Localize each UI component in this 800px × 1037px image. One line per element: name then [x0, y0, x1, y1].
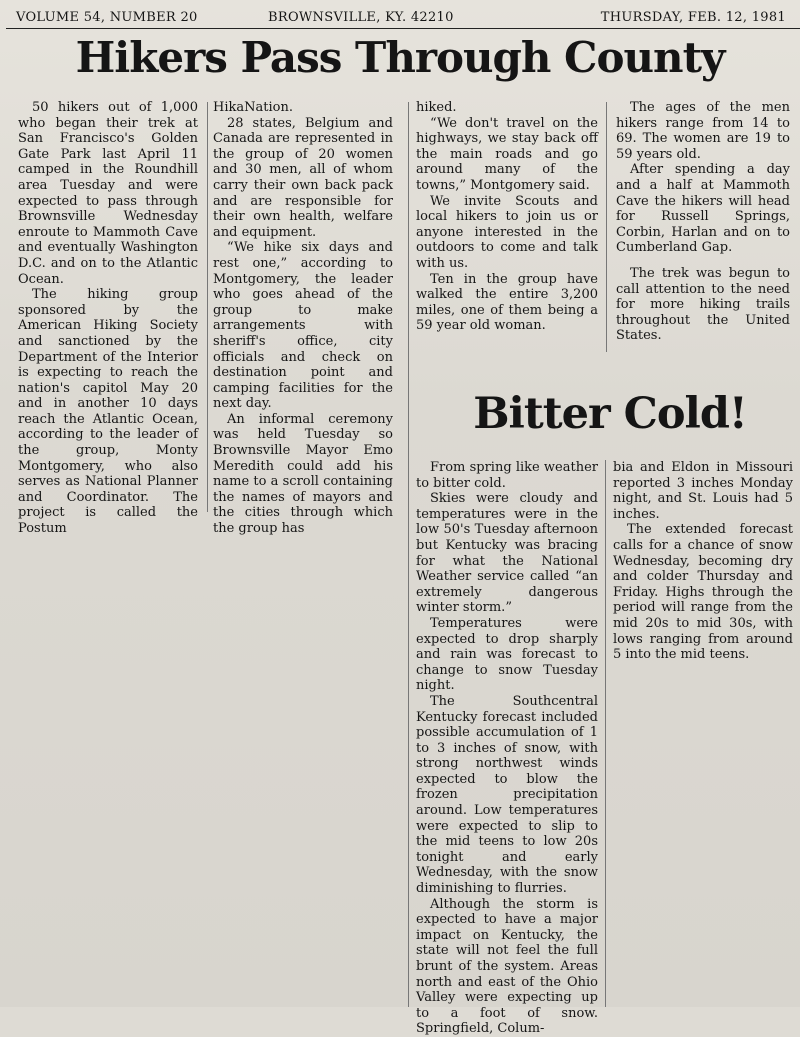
- paragraph: “We don't travel on the highways, we stay back off the main roads and go around many of the towns,” Montgomery said.: [416, 115, 598, 193]
- hikers-column-3: [416, 100, 598, 334]
- column-rule: [606, 102, 607, 352]
- column-rule: [408, 102, 409, 1007]
- paragraph: Skies were cloudy and temperatures were in the low 50's Tuesday afternoon but Kentucky was bracing for what the National Weather service called “an extremely dangerous winter storm.”: [416, 491, 598, 616]
- paragraph: bia and Eldon in Missouri reported 3 inches Monday night, and St. Louis had 5 inches.: [613, 460, 793, 522]
- masthead-volume: VOLUME 54, NUMBER 20: [16, 10, 198, 25]
- paragraph: 28 states, Belgium and Canada are represented in the group of 20 women and 30 men, all of whom carry their own back pack and are responsible for their own health, welfare and equipment.: [213, 115, 393, 240]
- paragraph: An informal ceremony was held Tuesday so Brownsville Mayor Emo Meredith could add his name to a scroll containing the names of mayors and the cities through which the group has: [213, 411, 393, 537]
- column-rule: [207, 102, 208, 512]
- hikers-column-2: [213, 100, 393, 537]
- paragraph: After spending a day and a half at Mammoth Cave the hikers will head for Russell Springs, Corbin, Harlan and on to Cumberland Gap.: [616, 162, 790, 256]
- paragraph: 50 hikers out of 1,000 who began their trek at San Francisco's Golden Gate Park last April 11 camped in the Roundhill area Tuesday and were expected to pass through Brownsville Wednesday enroute to Mammoth Cave and eventually Washington D.C. and on to the Atlantic Ocean.: [18, 100, 198, 287]
- paragraph: The extended forecast calls for a chance of snow Wednesday, becoming dry and colder Thursday and Friday. Highs through the period will range from the mid 20s to mid 30s, with lows ranging from around 5 into the mid teens.: [613, 522, 793, 663]
- paragraph: From spring like weather to bitter cold.: [416, 460, 598, 491]
- column-rule: [605, 460, 606, 1007]
- article-headline-bitter-cold: Bitter Cold!: [473, 389, 747, 439]
- paragraph: The Southcentral Kentucky forecast included possible accumulation of 1 to 3 inches of snow, with strong northwest winds expected to blow the frozen precipitation around. Low temperatures were expected to slip to the mid teens to low 20s tonight and early Wednesday, with the snow diminishing to flurries.: [416, 693, 598, 897]
- paragraph: Ten in the group have walked the entire 3,200 miles, one of them being a 59 year old woman.: [416, 271, 598, 334]
- paragraph: hiked.: [416, 100, 457, 115]
- masthead-date: THURSDAY, FEB. 12, 1981: [600, 10, 786, 25]
- masthead: [16, 10, 786, 30]
- paragraph: We invite Scouts and local hikers to join us or anyone interested in the outdoors to come and talk with us.: [416, 193, 598, 271]
- masthead-city: BROWNSVILLE, KY. 42210: [268, 10, 454, 25]
- paragraph: “We hike six days and rest one,” according to Montgomery, the leader who goes ahead of the group to make arrangements with sheriff's office, city officials and check on destination point and camping facilities for the next day.: [213, 240, 393, 412]
- hikers-column-4: [616, 100, 790, 344]
- article-headline-hikers: Hikers Pass Through County: [75, 33, 725, 82]
- paragraph: The trek was begun to call attention to the need for more hiking trails throughout the United States.: [616, 265, 790, 344]
- paragraph: HikaNation.: [213, 100, 293, 115]
- bitter-cold-column-2: [613, 460, 793, 663]
- paragraph: The hiking group sponsored by the American Hiking Society and sanctioned by the Department of the Interior is expecting to reach the nation's capitol May 20 and in another 10 days reach the Atlantic Ocean, according to the leader of the group, Monty Montgomery, who also serves as National Planner and Coordinator. The project is called the Postum: [18, 287, 198, 537]
- hikers-column-1: [18, 100, 198, 537]
- paragraph: Although the storm is expected to have a major impact on Kentucky, the state will not feel the full brunt of the system. Areas north and east of the Ohio Valley were expecting up to a foot of snow. Springfield, Colum-: [416, 896, 598, 1037]
- masthead-rule: [6, 28, 800, 29]
- paragraph: The ages of the men hikers range from 14 to 69. The women are 19 to 59 years old.: [616, 100, 790, 162]
- paragraph: Temperatures were expected to drop sharply and rain was forecast to change to snow Tuesday night.: [416, 615, 598, 694]
- bitter-cold-column-1: [416, 460, 598, 1037]
